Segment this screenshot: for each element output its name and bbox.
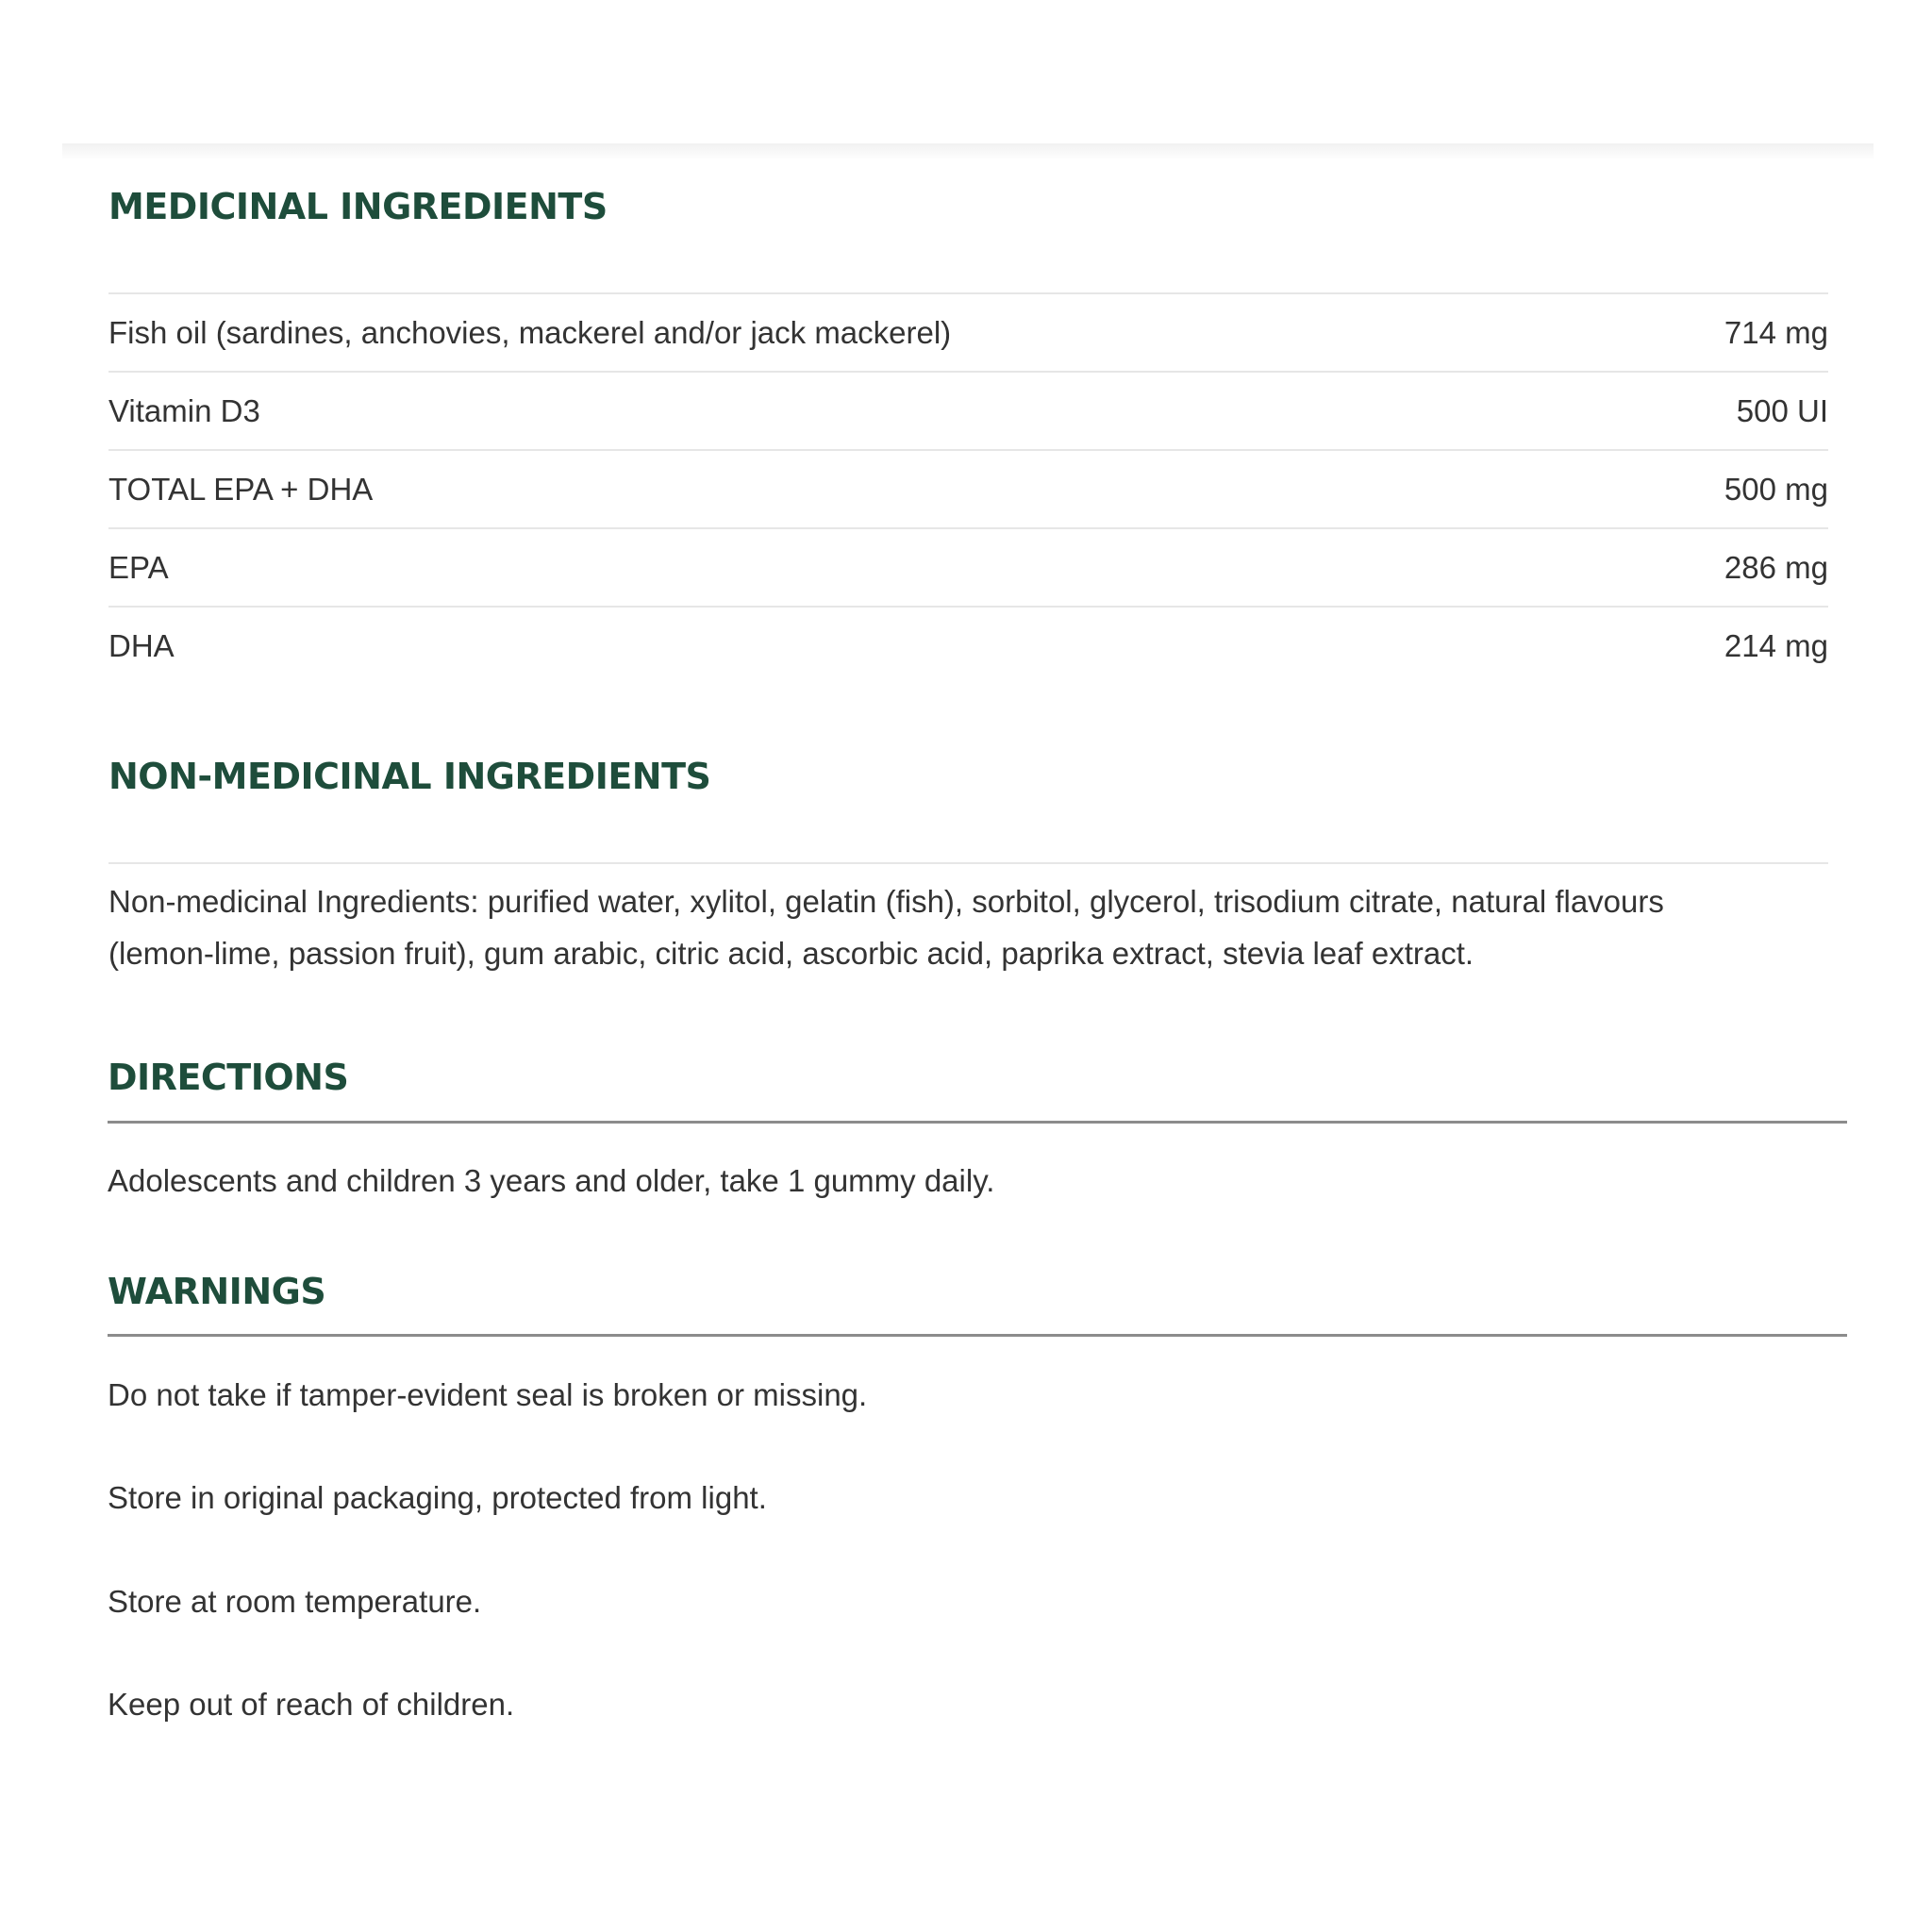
ingredient-amount: 214 mg (1724, 627, 1828, 663)
table-row (108, 373, 1828, 451)
ingredient-amount: 714 mg (1724, 314, 1828, 350)
table-row (108, 451, 1828, 529)
ingredient-amount: 500 mg (1724, 471, 1828, 507)
section-divider (108, 1334, 1847, 1337)
table-row (108, 608, 1828, 684)
ingredient-amount: 286 mg (1724, 549, 1828, 585)
non-medicinal-ingredients-line-1: Non-medicinal Ingredients: purified water, xylitol, gelatin (fish), sorbitol, glycerol, trisodium citrate, natural flavours (108, 884, 1664, 919)
ingredient-name: Fish oil (sardines, anchovies, mackerel and/or jack mackerel) (108, 314, 952, 350)
non-medicinal-ingredients-heading: NON-MEDICINAL INGREDIENTS (108, 756, 711, 797)
table-row (108, 529, 1828, 608)
warning-item: Keep out of reach of children. (108, 1687, 515, 1722)
directions-heading: DIRECTIONS (108, 1057, 349, 1098)
warning-item: Do not take if tamper-evident seal is broken or missing. (108, 1377, 868, 1412)
section-divider (108, 1121, 1847, 1124)
directions-text: Adolescents and children 3 years and older, take 1 gummy daily. (108, 1163, 995, 1198)
ingredient-name: Vitamin D3 (108, 392, 260, 428)
warning-item: Store in original packaging, protected from light. (108, 1480, 767, 1515)
non-medicinal-ingredients-line-2: (lemon-lime, passion fruit), gum arabic, citric acid, ascorbic acid, paprika extract, stevia leaf extract. (108, 936, 1474, 971)
ingredient-name: DHA (108, 627, 175, 663)
table-row (108, 294, 1828, 373)
medicinal-ingredients-table (108, 292, 1828, 684)
ingredient-name: EPA (108, 549, 169, 585)
warning-item: Store at room temperature. (108, 1584, 482, 1619)
top-shadow-divider (62, 143, 1874, 160)
ingredient-amount: 500 UI (1736, 392, 1828, 428)
section-divider (108, 862, 1828, 864)
ingredient-name: TOTAL EPA + DHA (108, 471, 374, 507)
warnings-heading: WARNINGS (108, 1271, 326, 1312)
medicinal-ingredients-heading: MEDICINAL INGREDIENTS (108, 186, 608, 227)
